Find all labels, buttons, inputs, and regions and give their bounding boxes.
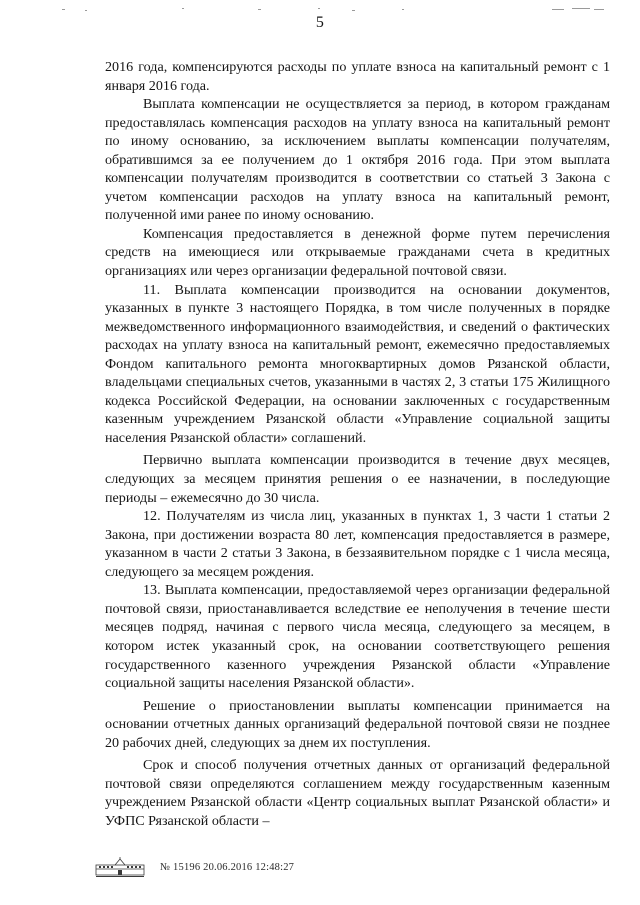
government-building-logo-icon xyxy=(94,856,146,878)
registration-stamp: № 15196 20.06.2016 12:48:27 xyxy=(160,861,295,873)
document-footer xyxy=(94,856,294,878)
paragraph-section-13: 13. Выплата компенсации, предоставляемой через организации федеральной почтовой связи, приостанавливается вследствие ее неполучения в течение шести месяцев подряд, начиная с первого числа месяца, следующего за месяцем, в котором истек указанный срок, на основании соответствующего решения государственного казенного учреждения Рязанской области «Управление социальной защиты населения Рязанской области». xyxy=(105,582,610,692)
document-body xyxy=(105,58,610,830)
paragraph: Срок и способ получения отчетных данных от организаций федеральной почтовой связи определяются соглашением между государственным казенным учреждением Рязанской области «Центр социальных выплат Рязанской области» и УФПС Рязанской области – xyxy=(105,757,610,829)
page-number: 5 xyxy=(315,14,325,31)
paragraph: Первично выплата компенсации производится в течение двух месяцев, следующих за месяцем принятия решения о ее назначении, в последующие периоды – ежемесячно до 30 числа. xyxy=(105,452,610,506)
paragraph: Выплата компенсации не осуществляется за период, в котором гражданам предоставлялась компенсация расходов на уплату взноса на капитальный ремонт по иному основанию, за исключением выплаты компенсации получателям, обратившимся за ее получением до 1 октября 2016 года. При этом выплата компенсации получателям производится в соответствии со статьей 3 Закона с учетом компенсации расходов на уплату взноса на капитальный ремонт, полученной ими ранее по иному основанию. xyxy=(105,96,610,224)
paragraph: Решение о приостановлении выплаты компенсации принимается на основании отчетных данных организаций федеральной почтовой связи не позднее 20 рабочих дней, следующих за днем их поступления. xyxy=(105,697,610,751)
paragraph: Компенсация предоставляется в денежной форме путем перечисления средств на имеющиеся или открываемые гражданами счета в кредитных организациях или через организации федеральной почтовой связи. xyxy=(105,225,610,280)
paragraph-section-11: 11. Выплата компенсации производится на основании документов, указанных в пункте 3 настоящего Порядка, в том числе полученных в порядке межведомственного информационного взаимодействия, и сведений о фактических расходах на уплату взноса на капитальный ремонт, ежемесячно предоставляемых Фондом капитального ремонта многоквартирных домов Рязанской области, владельцами специальных счетов, указанными в частях 2, 3 статьи 175 Жилищного кодекса Российской Федерации, на основании заключенных с государственным казенным учреждением Рязанской области «Управление социальной защиты населения Рязанской области» соглашений. xyxy=(105,281,610,446)
paragraph-section-12: 12. Получателям из числа лиц, указанных в пунктах 1, 3 части 1 статьи 2 Закона, при достижении возраста 80 лет, компенсация предоставляется в размере, указанном в части 2 статьи 3 Закона, в беззаявительном порядке с 1 числа месяца, следующего за месяцем рождения. xyxy=(105,508,610,580)
paragraph-continuation: 2016 года, компенсируются расходы по уплате взноса на капитальный ремонт с 1 января 2016 года. xyxy=(105,59,610,94)
